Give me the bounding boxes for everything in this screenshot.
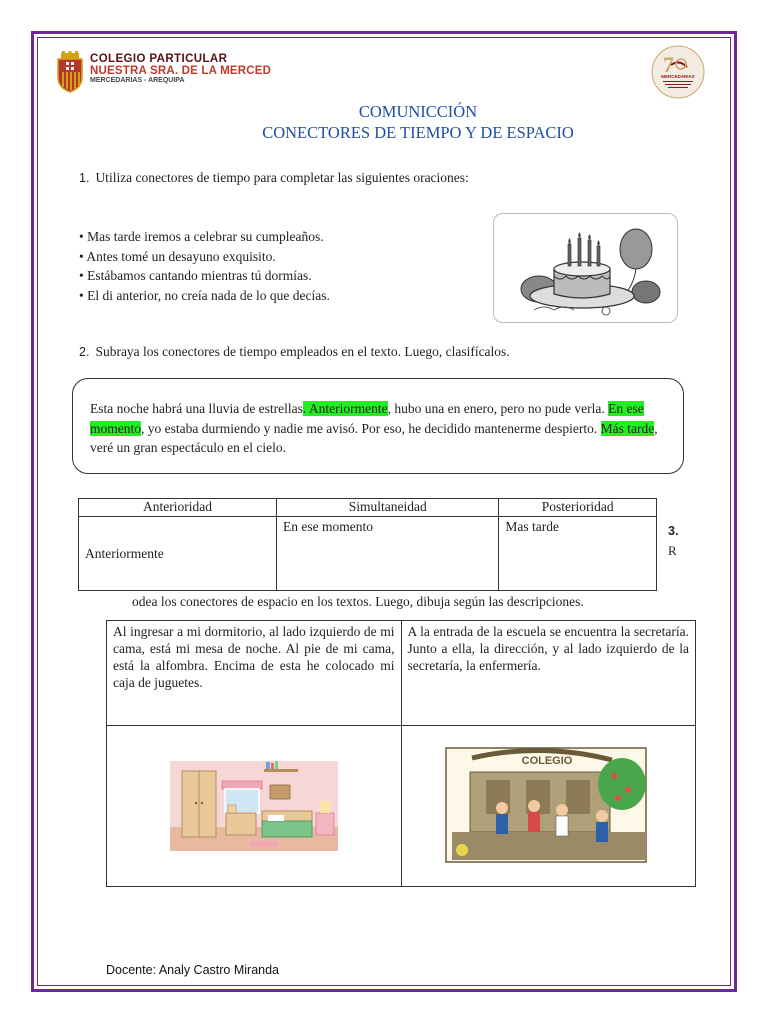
question-2-number: 2. [79, 345, 90, 359]
bedroom-image-cell [107, 726, 402, 887]
passage-box [72, 378, 684, 474]
highlighted-connector: . Anteriormente [302, 401, 388, 416]
list-item: • Antes tomé un desayuno exquisito. [79, 248, 276, 264]
passage-text [90, 399, 670, 458]
list-item: • Mas tarde iremos a celebrar su cumpleaños. [79, 229, 324, 244]
side-note [668, 521, 678, 561]
table-row [107, 726, 696, 887]
table-row [79, 517, 657, 591]
table-row [107, 621, 696, 726]
question-2 [79, 344, 510, 360]
passage-segment: , veré un gran espectáculo en el cielo. [90, 420, 658, 455]
highlighted-connector: En ese momento [90, 401, 644, 436]
page-title: COMUNICCIÓN [358, 102, 478, 121]
table-cell: En ese momento [277, 517, 499, 591]
birthday-cake-icon [494, 214, 676, 321]
school-name-line1: COLEGIO PARTICULAR [90, 53, 228, 65]
passage-segment: , hubo una en enero, pero no pude verla. [387, 401, 609, 416]
cake-illustration-frame [493, 213, 678, 323]
question-2-text: Subraya los conectores de tiempo empleados en el texto. Luego, clasifícalos. [95, 344, 510, 359]
question-1 [79, 170, 469, 186]
highlighted-connector: Más tarde [600, 420, 655, 436]
question-3-letter: R [668, 543, 677, 558]
bedroom-description: Al ingresar a mi dormitorio, al lado izquierdo de mi cama, está mi mesa de noche. Al pie de mi cama, está la alfombra. Encima de esta he colocado mi caja de juguetes. [107, 621, 402, 726]
school-name-line3: MERCEDARIAS - AREQUIPA [90, 77, 185, 85]
classification-table [78, 498, 657, 591]
question-1-text: Utiliza conectores de tiempo para completar las siguientes oraciones: [95, 170, 469, 185]
question-1-bullet-list [79, 227, 330, 305]
school-name-block [90, 53, 271, 84]
school-illustration-icon [442, 746, 654, 866]
list-item: • Estábamos cantando mientras tú dormías. [79, 268, 312, 283]
school-description: A la entrada de la escuela se encuentra la secretaría. Junto a ella, la dirección, y al lado izquierdo de la secretaría, la enfermería. [401, 621, 696, 726]
table-header-row [79, 499, 657, 517]
question-1-number: 1. [79, 171, 90, 185]
anniversary-logo-icon [651, 45, 705, 99]
descriptions-table [106, 620, 696, 887]
school-sign-text: COLEGIO [521, 755, 573, 767]
passage-segment: , yo estaba durmiendo y nadie me avisó. Por eso, he decidido mantenerme despierto. [141, 420, 601, 436]
school-crest-icon [55, 51, 85, 93]
question-3-text: odea los conectores de espacio en los textos. Luego, dibuja según las descripciones. [132, 594, 584, 609]
school-name-line2: NUESTRA SRA. DE LA MERCED [90, 65, 272, 78]
page-subtitle: CONECTORES DE TIEMPO Y DE ESPACIO [262, 123, 574, 142]
school-image-cell [401, 726, 696, 887]
passage-segment: Esta noche habrá una lluvia de estrellas [90, 401, 303, 416]
anniversary-logo-text: MERCEDARIAS [661, 74, 695, 79]
table-cell [79, 517, 277, 591]
svg-text:7: 7 [663, 52, 674, 77]
list-item: • El di anterior, no creía nada de lo que decías. [79, 287, 330, 303]
table-header: Anterioridad [79, 499, 277, 517]
bedroom-illustration-icon [170, 761, 338, 851]
table-header: Simultaneidad [277, 499, 499, 517]
question-3-number: 3. [668, 524, 679, 538]
table-cell: Mas tarde [499, 517, 657, 591]
table-header: Posterioridad [499, 499, 657, 517]
teacher-name: Docente: Analy Castro Miranda [106, 963, 280, 977]
cell-text: Anteriormente [85, 545, 164, 561]
